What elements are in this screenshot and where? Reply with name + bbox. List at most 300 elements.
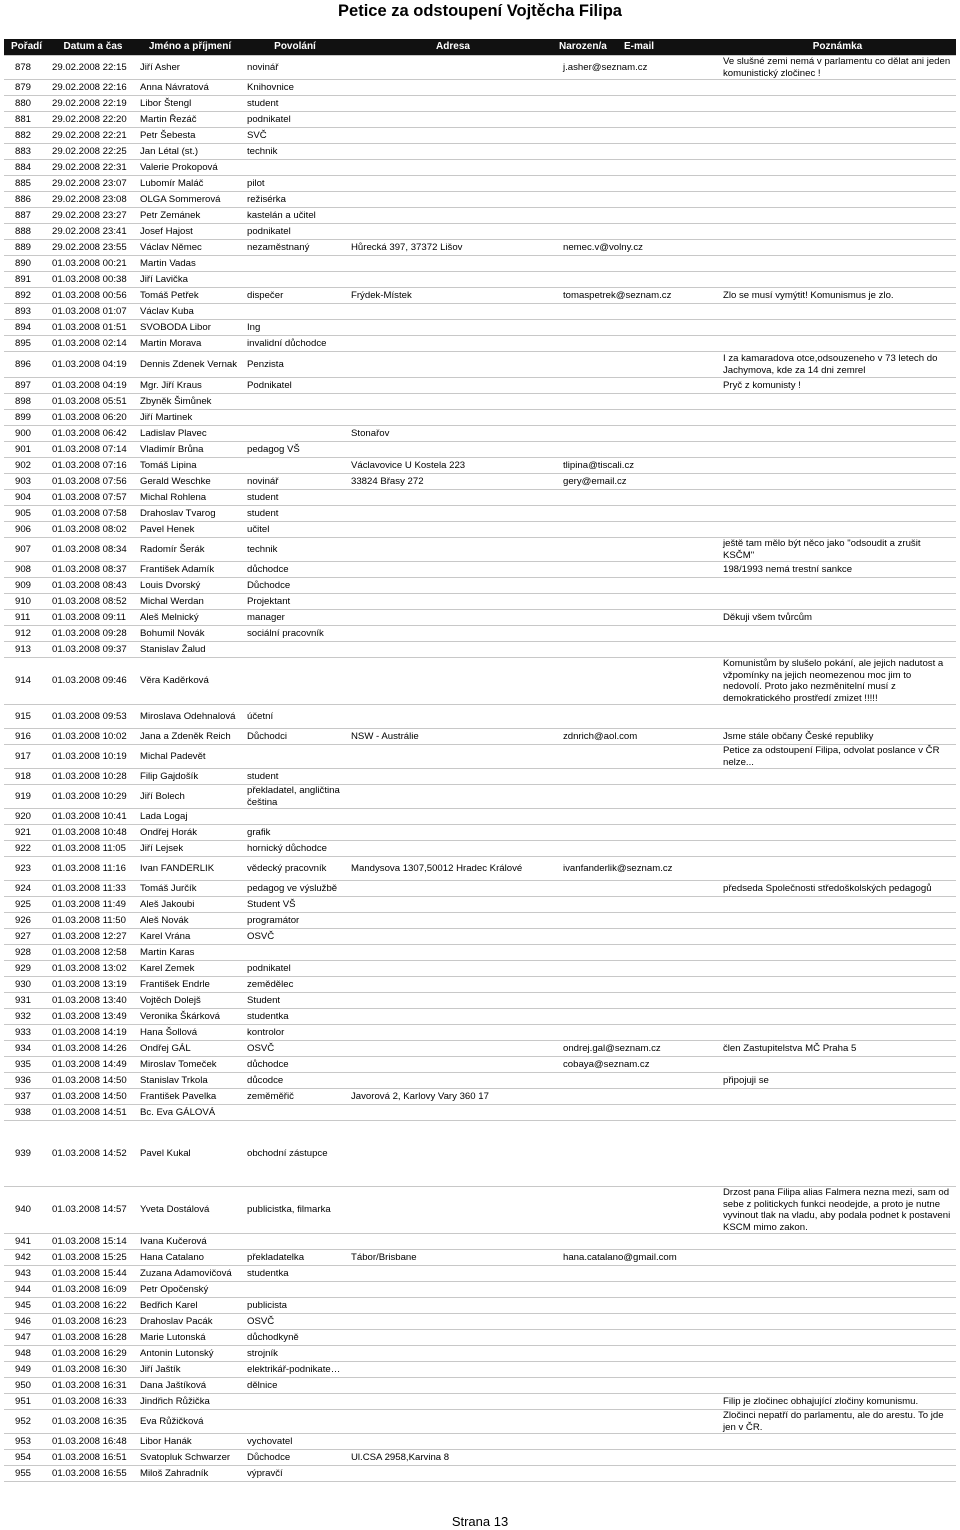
table-row [4, 1450, 956, 1466]
row-order: 929 [4, 961, 49, 977]
row-datetime: 01.03.2008 14:57 [49, 1187, 137, 1234]
row-note [719, 426, 956, 442]
row-name: Jiří Martinek [137, 410, 243, 426]
row-note [719, 272, 956, 288]
row-datetime: 29.02.2008 23:55 [49, 240, 137, 256]
row-address [347, 961, 559, 977]
row-occupation: podnikatel [243, 961, 347, 977]
row-email [559, 128, 719, 144]
row-occupation [243, 256, 347, 272]
row-occupation: Penzista [243, 352, 347, 378]
row-datetime: 01.03.2008 16:48 [49, 1434, 137, 1450]
row-name: Miloš Zahradník [137, 1466, 243, 1482]
row-email [559, 1266, 719, 1282]
row-order: 930 [4, 977, 49, 993]
col-header-order: Pořadí [4, 39, 49, 56]
table-row [4, 56, 956, 80]
row-name: Karel Vrána [137, 929, 243, 945]
table-row [4, 1121, 956, 1187]
row-order: 902 [4, 458, 49, 474]
row-note [719, 857, 956, 881]
row-occupation: podnikatel [243, 112, 347, 128]
row-occupation: Student [243, 993, 347, 1009]
row-occupation: důchodce [243, 1057, 347, 1073]
row-datetime: 01.03.2008 00:38 [49, 272, 137, 288]
row-occupation: Důchodci [243, 729, 347, 745]
row-email: tlipina@tiscali.cz [559, 458, 719, 474]
table-row [4, 897, 956, 913]
row-address [347, 610, 559, 626]
row-name: Pavel Kukal [137, 1121, 243, 1187]
row-address [347, 442, 559, 458]
table-row [4, 80, 956, 96]
row-address [347, 785, 559, 809]
table-row [4, 1250, 956, 1266]
row-occupation [243, 658, 347, 705]
row-datetime: 01.03.2008 11:49 [49, 897, 137, 913]
row-name: Libor Hanák [137, 1434, 243, 1450]
row-datetime: 01.03.2008 09:46 [49, 658, 137, 705]
row-email [559, 610, 719, 626]
row-note [719, 442, 956, 458]
row-address [347, 1314, 559, 1330]
row-email [559, 272, 719, 288]
row-datetime: 29.02.2008 23:27 [49, 208, 137, 224]
row-address [347, 1121, 559, 1187]
row-name: Jiří Lejsek [137, 841, 243, 857]
row-occupation: student [243, 506, 347, 522]
row-occupation [243, 642, 347, 658]
row-address [347, 809, 559, 825]
table-row [4, 1057, 956, 1073]
row-name: Věra Kaděrková [137, 658, 243, 705]
row-address [347, 538, 559, 562]
row-note: člen Zastupitelstva MČ Praha 5 [719, 1041, 956, 1057]
row-name: Dennis Zdenek Vernak [137, 352, 243, 378]
table-row [4, 176, 956, 192]
row-occupation: vychovatel [243, 1434, 347, 1450]
table-row [4, 128, 956, 144]
row-occupation: účetní [243, 705, 347, 729]
row-email [559, 160, 719, 176]
row-datetime: 01.03.2008 10:19 [49, 745, 137, 769]
row-datetime: 29.02.2008 23:08 [49, 192, 137, 208]
row-name: Bc. Eva GÁLOVÁ [137, 1105, 243, 1121]
row-address [347, 1378, 559, 1394]
row-order: 891 [4, 272, 49, 288]
row-note [719, 1234, 956, 1250]
row-email [559, 825, 719, 841]
row-datetime: 01.03.2008 07:56 [49, 474, 137, 490]
row-datetime: 01.03.2008 10:48 [49, 825, 137, 841]
row-note: Filip je zločinec obhajující zločiny komunismu. [719, 1394, 956, 1410]
row-note [719, 240, 956, 256]
row-email [559, 897, 719, 913]
row-email [559, 394, 719, 410]
row-occupation [243, 1105, 347, 1121]
row-occupation: studentka [243, 1009, 347, 1025]
row-occupation: publicista [243, 1298, 347, 1314]
row-note [719, 1298, 956, 1314]
row-order: 939 [4, 1121, 49, 1187]
row-datetime: 01.03.2008 14:50 [49, 1089, 137, 1105]
table-row [4, 442, 956, 458]
table-row [4, 562, 956, 578]
row-email [559, 192, 719, 208]
row-order: 912 [4, 626, 49, 642]
row-occupation [243, 1410, 347, 1434]
row-note [719, 192, 956, 208]
row-name: Tomáš Petřek [137, 288, 243, 304]
row-note [719, 522, 956, 538]
row-datetime: 01.03.2008 12:27 [49, 929, 137, 945]
table-row [4, 1362, 956, 1378]
row-address: 33824 Břasy 272 [347, 474, 559, 490]
table-row [4, 410, 956, 426]
row-email [559, 769, 719, 785]
table-row [4, 881, 956, 897]
row-order: 921 [4, 825, 49, 841]
row-order: 936 [4, 1073, 49, 1089]
row-note [719, 410, 956, 426]
row-occupation: Důchodce [243, 578, 347, 594]
row-order: 887 [4, 208, 49, 224]
row-order: 927 [4, 929, 49, 945]
row-datetime: 01.03.2008 16:28 [49, 1330, 137, 1346]
row-email [559, 1234, 719, 1250]
row-note [719, 642, 956, 658]
row-order: 882 [4, 128, 49, 144]
row-datetime: 01.03.2008 01:51 [49, 320, 137, 336]
row-note [719, 1362, 956, 1378]
row-occupation: novinář [243, 56, 347, 80]
table-row [4, 658, 956, 705]
row-email [559, 1466, 719, 1482]
row-address [347, 208, 559, 224]
table-row [4, 394, 956, 410]
row-datetime: 01.03.2008 10:41 [49, 809, 137, 825]
table-row [4, 1073, 956, 1089]
row-email [559, 705, 719, 729]
row-address [347, 1466, 559, 1482]
row-occupation: manager [243, 610, 347, 626]
row-occupation: kastelán a učitel [243, 208, 347, 224]
col-header-datetime: Datum a čas [49, 39, 137, 56]
row-address [347, 1041, 559, 1057]
row-name: Michal Werdan [137, 594, 243, 610]
row-order: 914 [4, 658, 49, 705]
row-address [347, 378, 559, 394]
row-order: 905 [4, 506, 49, 522]
row-note [719, 336, 956, 352]
row-address [347, 881, 559, 897]
table-row [4, 785, 956, 809]
row-email [559, 1025, 719, 1041]
row-note [719, 841, 956, 857]
row-email: gery@email.cz [559, 474, 719, 490]
row-note [719, 224, 956, 240]
row-note [719, 256, 956, 272]
row-note [719, 1009, 956, 1025]
table-row [4, 1266, 956, 1282]
row-name: František Adamík [137, 562, 243, 578]
table-row [4, 96, 956, 112]
table-row [4, 1089, 956, 1105]
row-name: Tomáš Lipina [137, 458, 243, 474]
col-header-name: Jméno a příjmení [137, 39, 243, 56]
row-email [559, 1314, 719, 1330]
row-occupation: Projektant [243, 594, 347, 610]
row-order: 924 [4, 881, 49, 897]
row-address [347, 80, 559, 96]
row-name: Jiří Jaštík [137, 1362, 243, 1378]
row-order: 954 [4, 1450, 49, 1466]
row-email [559, 112, 719, 128]
row-name: Hana Catalano [137, 1250, 243, 1266]
row-order: 899 [4, 410, 49, 426]
row-datetime: 01.03.2008 16:09 [49, 1282, 137, 1298]
row-email [559, 522, 719, 538]
row-name: Karel Zemek [137, 961, 243, 977]
row-occupation: publicistka, filmarka [243, 1187, 347, 1234]
row-name: Libor Štengl [137, 96, 243, 112]
row-datetime: 29.02.2008 22:21 [49, 128, 137, 144]
row-datetime: 01.03.2008 06:42 [49, 426, 137, 442]
row-name: Michal Padevět [137, 745, 243, 769]
row-email [559, 745, 719, 769]
row-email [559, 578, 719, 594]
row-note [719, 929, 956, 945]
row-name: Zbyněk Šimůnek [137, 394, 243, 410]
row-order: 915 [4, 705, 49, 729]
row-note [719, 80, 956, 96]
row-email [559, 961, 719, 977]
row-email [559, 1450, 719, 1466]
row-name: Jiří Bolech [137, 785, 243, 809]
row-note [719, 176, 956, 192]
row-email: tomaspetrek@seznam.cz [559, 288, 719, 304]
row-occupation: výpravčí [243, 1466, 347, 1482]
row-address [347, 929, 559, 945]
row-name: Vladimír Brůna [137, 442, 243, 458]
row-datetime: 01.03.2008 01:07 [49, 304, 137, 320]
row-email [559, 945, 719, 961]
row-datetime: 01.03.2008 16:29 [49, 1346, 137, 1362]
row-name: Filip Gajdošík [137, 769, 243, 785]
row-datetime: 29.02.2008 22:20 [49, 112, 137, 128]
table-row [4, 705, 956, 729]
row-email [559, 977, 719, 993]
table-row [4, 1314, 956, 1330]
row-name: Jana a Zdeněk Reich [137, 729, 243, 745]
row-name: Václav Kuba [137, 304, 243, 320]
row-order: 953 [4, 1434, 49, 1450]
row-address: Mandysova 1307,50012 Hradec Králové [347, 857, 559, 881]
row-note [719, 1314, 956, 1330]
row-datetime: 01.03.2008 14:50 [49, 1073, 137, 1089]
row-order: 884 [4, 160, 49, 176]
row-occupation: učitel [243, 522, 347, 538]
row-note [719, 506, 956, 522]
row-datetime: 01.03.2008 09:11 [49, 610, 137, 626]
row-email [559, 1105, 719, 1121]
row-email [559, 256, 719, 272]
row-datetime: 01.03.2008 16:30 [49, 1362, 137, 1378]
table-row [4, 993, 956, 1009]
row-email [559, 881, 719, 897]
row-occupation: SVČ [243, 128, 347, 144]
row-name: Anna Návratová [137, 80, 243, 96]
row-address [347, 1187, 559, 1234]
row-email: cobaya@seznam.cz [559, 1057, 719, 1073]
row-occupation [243, 1282, 347, 1298]
row-order: 906 [4, 522, 49, 538]
row-name: Jiří Lavička [137, 272, 243, 288]
row-name: OLGA Sommerová [137, 192, 243, 208]
row-datetime: 01.03.2008 10:28 [49, 769, 137, 785]
table-row [4, 458, 956, 474]
row-address [347, 1282, 559, 1298]
row-note [719, 1025, 956, 1041]
row-note [719, 961, 956, 977]
row-address [347, 745, 559, 769]
row-occupation: technik [243, 144, 347, 160]
row-address [347, 1330, 559, 1346]
row-note [719, 1250, 956, 1266]
row-name: Bohumil Novák [137, 626, 243, 642]
row-name: Aleš Novák [137, 913, 243, 929]
row-email [559, 96, 719, 112]
row-datetime: 01.03.2008 04:19 [49, 378, 137, 394]
row-address [347, 1410, 559, 1434]
row-order: 897 [4, 378, 49, 394]
table-row [4, 610, 956, 626]
row-name: Marie Lutonská [137, 1330, 243, 1346]
row-address [347, 1298, 559, 1314]
row-name: Petr Opočenský [137, 1282, 243, 1298]
row-email [559, 80, 719, 96]
row-datetime: 01.03.2008 08:52 [49, 594, 137, 610]
table-row [4, 208, 956, 224]
row-order: 901 [4, 442, 49, 458]
row-address [347, 144, 559, 160]
row-occupation: Důchodce [243, 1450, 347, 1466]
row-datetime: 01.03.2008 13:40 [49, 993, 137, 1009]
row-datetime: 01.03.2008 11:50 [49, 913, 137, 929]
row-email [559, 1282, 719, 1298]
row-order: 904 [4, 490, 49, 506]
row-datetime: 01.03.2008 00:56 [49, 288, 137, 304]
row-address: Stonařov [347, 426, 559, 442]
row-order: 910 [4, 594, 49, 610]
row-name: Stanislav Trkola [137, 1073, 243, 1089]
row-datetime: 01.03.2008 15:44 [49, 1266, 137, 1282]
row-order: 945 [4, 1298, 49, 1314]
row-datetime: 01.03.2008 16:35 [49, 1410, 137, 1434]
row-order: 893 [4, 304, 49, 320]
row-datetime: 01.03.2008 15:14 [49, 1234, 137, 1250]
row-order: 880 [4, 96, 49, 112]
row-name: František Endrle [137, 977, 243, 993]
table-row [4, 1394, 956, 1410]
row-name: Jindřich Růžička [137, 1394, 243, 1410]
row-datetime: 01.03.2008 09:37 [49, 642, 137, 658]
row-name: Ivan FANDERLIK [137, 857, 243, 881]
row-address [347, 1434, 559, 1450]
table-row [4, 1330, 956, 1346]
row-datetime: 29.02.2008 22:19 [49, 96, 137, 112]
row-note [719, 1105, 956, 1121]
petition-table [4, 39, 956, 1482]
row-email [559, 336, 719, 352]
row-note [719, 705, 956, 729]
table-row [4, 1234, 956, 1250]
row-occupation: technik [243, 538, 347, 562]
row-order: 907 [4, 538, 49, 562]
row-name: Drahoslav Pacák [137, 1314, 243, 1330]
row-note [719, 474, 956, 490]
row-email: hana.catalano@gmail.com [559, 1250, 719, 1266]
row-order: 932 [4, 1009, 49, 1025]
row-datetime: 01.03.2008 11:33 [49, 881, 137, 897]
table-row [4, 256, 956, 272]
row-datetime: 01.03.2008 05:51 [49, 394, 137, 410]
table-row [4, 1378, 956, 1394]
row-email [559, 1378, 719, 1394]
row-address [347, 336, 559, 352]
row-address: Ul.CSA 2958,Karvina 8 [347, 1450, 559, 1466]
row-occupation: student [243, 96, 347, 112]
row-address [347, 1073, 559, 1089]
row-order: 886 [4, 192, 49, 208]
row-address [347, 1009, 559, 1025]
row-order: 951 [4, 1394, 49, 1410]
row-name: Michal Rohlena [137, 490, 243, 506]
row-address [347, 562, 559, 578]
row-address [347, 1346, 559, 1362]
row-datetime: 01.03.2008 09:28 [49, 626, 137, 642]
row-order: 890 [4, 256, 49, 272]
row-name: Aleš Melnický [137, 610, 243, 626]
row-occupation [243, 1234, 347, 1250]
row-name: Yveta Dostálová [137, 1187, 243, 1234]
row-name: Vojtěch Dolejš [137, 993, 243, 1009]
row-datetime: 01.03.2008 16:55 [49, 1466, 137, 1482]
table-row [4, 977, 956, 993]
row-order: 888 [4, 224, 49, 240]
row-email [559, 378, 719, 394]
table-row [4, 538, 956, 562]
row-note: Děkuji všem tvůrcům [719, 610, 956, 626]
row-occupation [243, 458, 347, 474]
row-datetime: 01.03.2008 15:25 [49, 1250, 137, 1266]
row-address [347, 1266, 559, 1282]
row-email: ondrej.gal@seznam.cz [559, 1041, 719, 1057]
row-note [719, 594, 956, 610]
row-datetime: 01.03.2008 07:14 [49, 442, 137, 458]
table-row [4, 240, 956, 256]
row-datetime: 01.03.2008 08:37 [49, 562, 137, 578]
row-order: 916 [4, 729, 49, 745]
row-order: 919 [4, 785, 49, 809]
row-name: Valerie Prokopová [137, 160, 243, 176]
row-address [347, 1394, 559, 1410]
row-email [559, 1298, 719, 1314]
row-occupation: elektrikář-podnikate… [243, 1362, 347, 1378]
row-address [347, 626, 559, 642]
table-row [4, 224, 956, 240]
row-address [347, 256, 559, 272]
